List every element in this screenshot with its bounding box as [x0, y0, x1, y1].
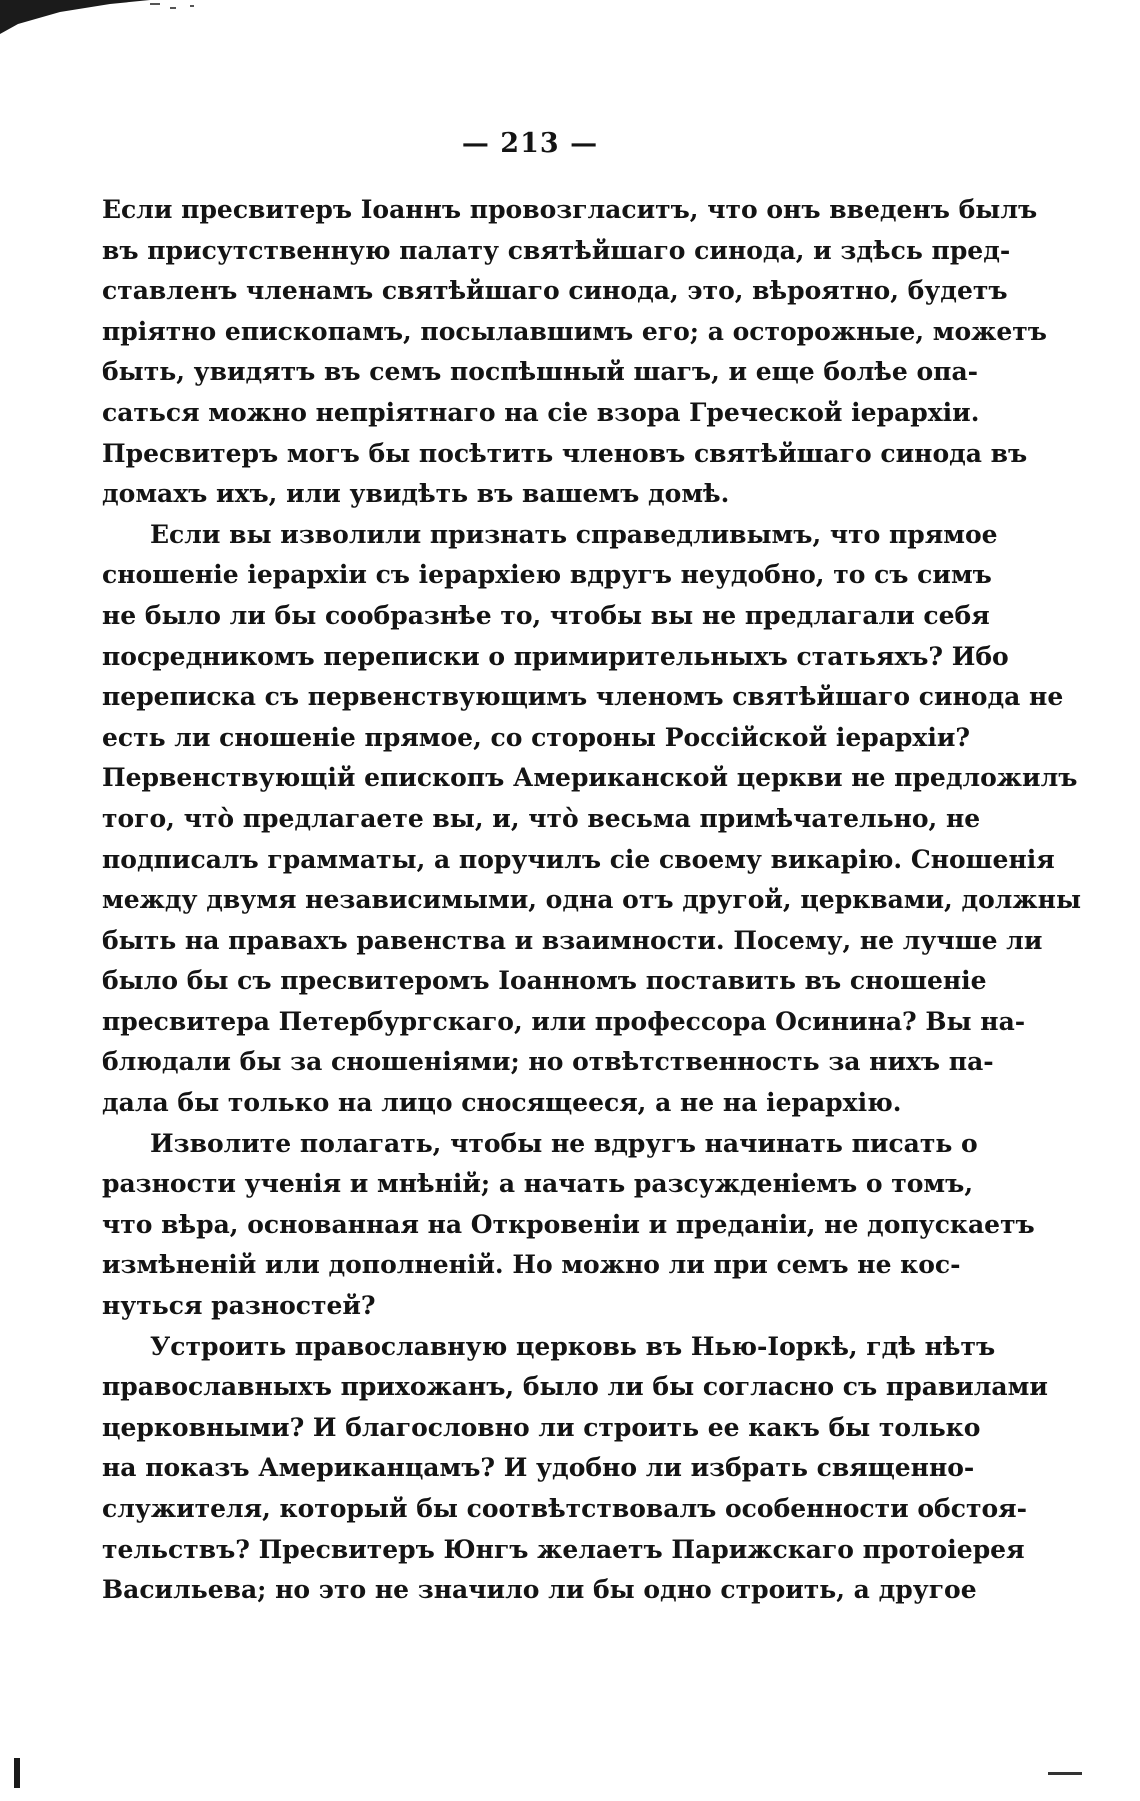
text-line: дала бы только на лицо сносящееся, а не на іерархію.: [102, 1088, 902, 1118]
text-line: Устроить православную церковь въ Нью-Іоркѣ, гдѣ нѣтъ: [150, 1331, 996, 1361]
scan-edge-artifact-bottom-left: [14, 1758, 20, 1788]
text-line: быть, увидятъ въ семъ поспѣшный шагъ, и еще болѣе опа-: [102, 357, 979, 387]
text-line: не было ли бы сообразнѣе то, чтобы вы не предлагали себя: [102, 600, 990, 630]
text-line: Если вы изволили признать справедливымъ, что прямое: [150, 519, 998, 549]
scan-edge-artifact-top: [0, 0, 220, 40]
text-line: того, что̀ предлагаете вы, и, что̀ весьма примѣчательно, не: [102, 803, 981, 833]
text-line: нуться разностей?: [102, 1291, 376, 1321]
text-line: измѣненій или дополненій. Но можно ли при семъ не кос-: [102, 1250, 961, 1280]
body-text: [102, 190, 1082, 1611]
text-line: посредникомъ переписки о примирительныхъ статьяхъ? Ибо: [102, 641, 1009, 671]
text-line: въ присутственную палату святѣйшаго синода, и здѣсь пред-: [102, 235, 1011, 265]
text-line: было бы съ пресвитеромъ Іоанномъ поставить въ сношеніе: [102, 966, 987, 996]
text-line: служителя, который бы соотвѣтствовалъ особенности обстоя-: [102, 1494, 1027, 1523]
paragraph-2: [102, 515, 1082, 1124]
text-line: что вѣра, основанная на Откровеніи и преданіи, не допускаетъ: [102, 1209, 1035, 1239]
text-line: разности ученія и мнѣній; а начать разсужденіемъ о томъ,: [102, 1169, 974, 1199]
text-line: домахъ ихъ, или увидѣть въ вашемъ домѣ.: [102, 479, 730, 509]
text-line: Первенствующій епископъ Американской церкви не предложилъ: [102, 763, 1078, 793]
text-line: Изволите полагать, чтобы не вдругъ начинать писать о: [150, 1128, 978, 1158]
text-line: саться можно непріятнаго на сіе взора Греческой іерархіи.: [102, 397, 980, 427]
paragraph-3: [102, 1124, 1035, 1327]
page-number: — 213 —: [461, 128, 599, 159]
paragraph-1: [102, 190, 1047, 515]
text-line: есть ли сношеніе прямое, со стороны Россійской іерархіи?: [102, 722, 971, 752]
text-line: тельствъ? Пресвитеръ Юнгъ желаетъ Парижскаго протоіерея: [102, 1534, 1025, 1564]
text-line: православныхъ прихожанъ, было ли бы согласно съ правилами: [102, 1372, 1048, 1402]
text-line: пресвитера Петербургскаго, или профессора Осинина? Вы на-: [102, 1006, 1026, 1036]
text-line: Пресвитеръ могъ бы посѣтить членовъ святѣйшаго синода въ: [102, 438, 1028, 468]
text-line: переписка съ первенствующимъ членомъ святѣйшаго синода не: [102, 682, 1064, 712]
text-line: сношеніе іерархіи съ іерархіею вдругъ неудобно, то съ симъ: [102, 560, 992, 590]
scan-edge-artifact-bottom-right: [1048, 1772, 1082, 1775]
text-line: подписалъ грамматы, а поручилъ сіе своему викарію. Сношенія: [102, 844, 1055, 874]
text-line: быть на правахъ равенства и взаимности. Посему, не лучше ли: [102, 925, 1043, 955]
text-line: ставленъ членамъ святѣйшаго синода, это, вѣроятно, будетъ: [102, 276, 1008, 306]
text-line: между двумя независимыми, одна отъ другой, церквами, должны: [102, 885, 1082, 915]
text-line: Васильева; но это не значило ли бы одно строить, а другое: [102, 1575, 977, 1605]
text-line: на показъ Американцамъ? И удобно ли избрать священно-: [102, 1453, 975, 1483]
text-line: Если пресвитеръ Іоаннъ провозгласитъ, что онъ введенъ былъ: [102, 195, 1038, 224]
text-line: блюдали бы за сношеніями; но отвѣтственность за нихъ па-: [102, 1047, 994, 1077]
paragraph-4: [102, 1327, 1048, 1611]
text-line: пріятно епископамъ, посылавшимъ его; а осторожные, можетъ: [102, 316, 1047, 346]
text-line: церковными? И благословно ли строить ее какъ бы только: [102, 1412, 981, 1442]
